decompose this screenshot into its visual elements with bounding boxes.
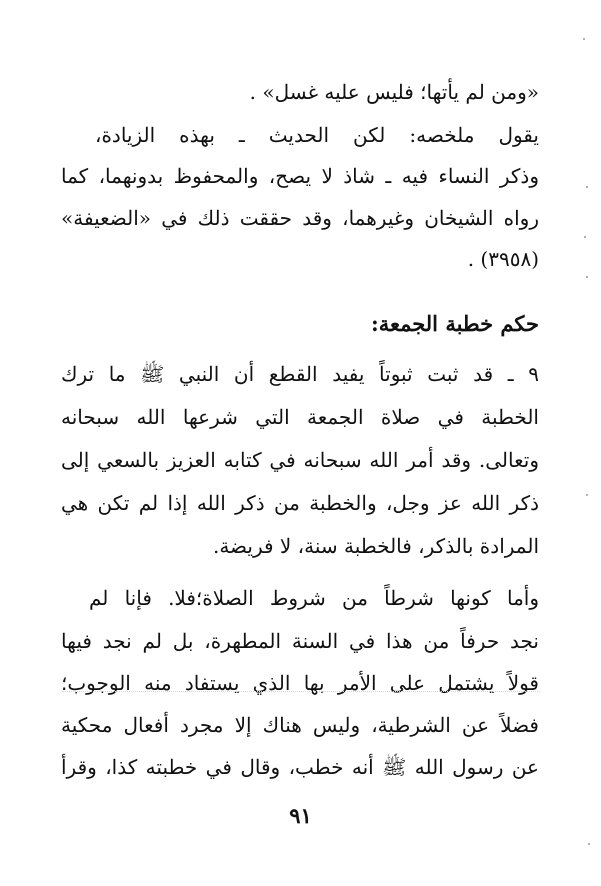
margin-mark [583,38,585,40]
text-line-10: ذكر الله عز وجل، والخطبة من ذكر الله إذا لم تكن هي [61,491,540,515]
text-line-9: وتعالى. وقد أمر الله سبحانه في كتابه العزيز بالسعي إلى [61,448,539,472]
text-line-7: ٩ ـ قد ثبت ثبوتاً يفيد القطع أن النبي ﷺ ما ترك [61,362,539,386]
text-line-13: نجد حرفاً من هذا في السنة المطهرة، بل لم نجد فيها [61,629,539,653]
margin-mark [588,843,590,845]
page-number: ٩١ [289,803,312,828]
text-line-3: وذكر النساء فيه ـ شاذ لا يصح، والمحفوظ بدونهما، كما [61,164,539,188]
section-heading: حكم خطبة الجمعة: [370,311,539,336]
text-line-14: قولاً يشتمل على الأمر بها الذي يستفاد منه الوجوب؛ [61,671,539,695]
text-line-16: عن رسول الله ﷺ أنه خطب، وقال في خطبته كذا، وقرأ [61,755,539,779]
text-line-15: فضلاً عن الشرطية، وليس هناك إلا مجرد أفعال محكية [61,713,539,737]
text-line-11: المرادة بالذكر، فالخطبة سنة، لا فريضة. [212,534,539,558]
text-line-1: «ومن لم يأتها؛ فليس عليه غسل» . [249,80,539,104]
margin-mark [586,276,588,278]
text-line-8: الخطبة في صلاة الجمعة التي شرعها الله سبحانه [61,405,539,429]
margin-mark [586,494,588,496]
margin-mark [584,236,586,238]
text-line-2: يقول ملخصه: لكن الحديث ـ بهذه الزيادة، [95,123,539,147]
margin-mark [586,186,588,188]
faint-dotted-rule [62,691,540,692]
text-line-5: (٣٩٥٨) . [467,247,539,271]
text-line-4: رواه الشيخان وغيرهما، وقد حققت ذلك في «الضعيفة» [61,206,539,230]
text-line-12: وأما كونها شرطاً من شروط الصلاة؛فلا. فإنا لم [89,586,539,610]
